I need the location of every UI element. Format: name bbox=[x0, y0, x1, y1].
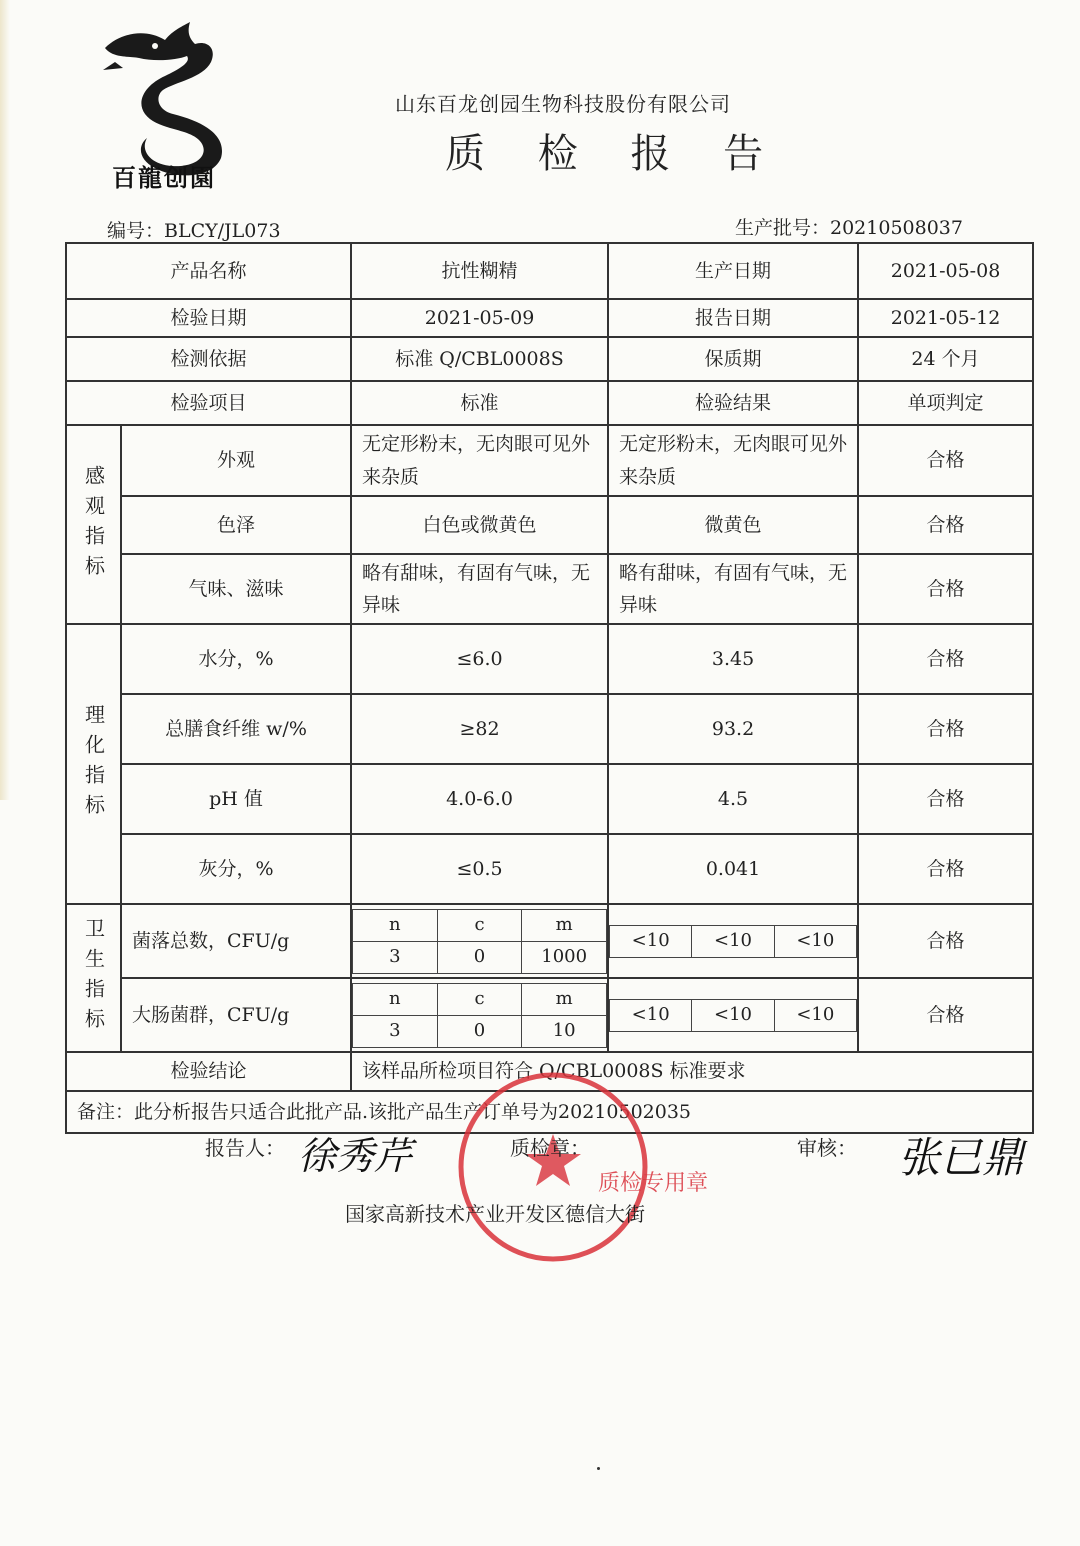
reviewer-signature: 张已鼎 bbox=[898, 1133, 1025, 1182]
result-cell: 无定形粉末，无肉眼可见外来杂质 bbox=[608, 425, 858, 496]
judgement-cell: 合格 bbox=[858, 978, 1033, 1052]
judgement-cell: 合格 bbox=[858, 554, 1033, 625]
plan-header-c: c bbox=[437, 910, 522, 942]
table-row bbox=[66, 904, 1033, 978]
plan-header-n: n bbox=[353, 984, 438, 1016]
standard-cell: 4.0-6.0 bbox=[351, 764, 608, 834]
col-result: 检验结果 bbox=[608, 381, 858, 425]
basis-value: 标准 Q/CBL0008S bbox=[351, 337, 608, 381]
item-cell: 灰分，% bbox=[121, 834, 351, 904]
report-date-value: 2021-05-12 bbox=[858, 299, 1033, 337]
reviewer-label: 审核： bbox=[797, 1136, 857, 1160]
result-2: <10 bbox=[692, 1000, 774, 1032]
group-hygiene-label: 卫生指标 bbox=[81, 918, 106, 1039]
table-row bbox=[66, 978, 1033, 1052]
inspect-date-value: 2021-05-09 bbox=[351, 299, 608, 337]
result-cell: 93.2 bbox=[608, 694, 858, 764]
standard-cell: 略有甜味，有固有气味，无异味 bbox=[351, 554, 608, 625]
standard-cell: ≤6.0 bbox=[351, 624, 608, 694]
conclusion-text: 该样品所检项目符合 Q/CBL0008S 标准要求 bbox=[351, 1052, 1033, 1090]
sampling-plan-cell bbox=[351, 978, 608, 1052]
plan-n: 3 bbox=[353, 941, 438, 973]
item-cell: 总膳食纤维 w/% bbox=[121, 694, 351, 764]
report-title: 质 检 报 告 bbox=[445, 131, 784, 177]
result-cell bbox=[608, 978, 858, 1052]
plan-header-c: c bbox=[437, 984, 522, 1016]
sampling-plan-table bbox=[352, 909, 607, 973]
plan-m: 1000 bbox=[522, 941, 607, 973]
item-cell: 大肠菌群，CFU/g bbox=[121, 978, 351, 1052]
company-name: 山东百龙创园生物科技股份有限公司 bbox=[395, 92, 731, 116]
table-row bbox=[66, 694, 1033, 764]
result-cell: 4.5 bbox=[608, 764, 858, 834]
seal-label: 质检章： bbox=[510, 1136, 590, 1160]
table-row bbox=[66, 496, 1033, 554]
item-cell: 水分，% bbox=[121, 624, 351, 694]
plan-header-n: n bbox=[353, 910, 438, 942]
item-cell: 色泽 bbox=[121, 496, 351, 554]
item-cell: 外观 bbox=[121, 425, 351, 496]
judgement-cell: 合格 bbox=[858, 834, 1033, 904]
group-physchem bbox=[66, 624, 121, 904]
judgement-cell: 合格 bbox=[858, 694, 1033, 764]
product-name-label: 产品名称 bbox=[66, 243, 351, 299]
prod-date-value: 2021-05-08 bbox=[858, 243, 1033, 299]
result-cell: 微黄色 bbox=[608, 496, 858, 554]
plan-header-m: m bbox=[522, 984, 607, 1016]
seal-text: 质检专用章 bbox=[598, 1171, 709, 1196]
item-cell: 气味、滋味 bbox=[121, 554, 351, 625]
sampling-plan-table bbox=[352, 983, 607, 1047]
result-1: <10 bbox=[610, 1000, 692, 1032]
info-row bbox=[66, 299, 1033, 337]
plan-header-m: m bbox=[522, 910, 607, 942]
conclusion-label: 检验结论 bbox=[66, 1052, 351, 1090]
table-row bbox=[66, 425, 1033, 496]
result-2: <10 bbox=[692, 926, 774, 958]
column-header-row bbox=[66, 381, 1033, 425]
info-row bbox=[66, 243, 1033, 299]
col-judgement: 单项判定 bbox=[858, 381, 1033, 425]
info-row bbox=[66, 337, 1033, 381]
table-row bbox=[66, 764, 1033, 834]
scan-speck bbox=[597, 1467, 600, 1470]
sampling-plan-cell bbox=[351, 904, 608, 978]
table-row bbox=[66, 624, 1033, 694]
reporter-signature: 徐秀芹 bbox=[298, 1134, 413, 1178]
result-3: <10 bbox=[774, 926, 856, 958]
logo-text: 百龍创園 bbox=[112, 164, 216, 192]
prod-date-label: 生产日期 bbox=[608, 243, 858, 299]
document-code: 编号：BLCY/JL073 bbox=[107, 220, 281, 242]
result-cell: 略有甜味，有固有气味，无异味 bbox=[608, 554, 858, 625]
result-subtable bbox=[609, 925, 857, 958]
table-row bbox=[66, 834, 1033, 904]
standard-cell: ≥82 bbox=[351, 694, 608, 764]
report-date-label: 报告日期 bbox=[608, 299, 858, 337]
shelf-life-label: 保质期 bbox=[608, 337, 858, 381]
result-cell: 0.041 bbox=[608, 834, 858, 904]
batch-number: 生产批号：20210508037 bbox=[735, 217, 963, 239]
group-physchem-label: 理化指标 bbox=[81, 704, 106, 825]
judgement-cell: 合格 bbox=[858, 764, 1033, 834]
standard-cell: 无定形粉末，无肉眼可见外来杂质 bbox=[351, 425, 608, 496]
inspect-date-label: 检验日期 bbox=[66, 299, 351, 337]
standard-cell: 白色或微黄色 bbox=[351, 496, 608, 554]
inspection-table bbox=[65, 242, 1034, 1134]
group-sensory bbox=[66, 425, 121, 624]
judgement-cell: 合格 bbox=[858, 904, 1033, 978]
plan-c: 0 bbox=[437, 941, 522, 973]
standard-cell: ≤0.5 bbox=[351, 834, 608, 904]
reporter-label: 报告人： bbox=[205, 1136, 285, 1160]
result-cell: 3.45 bbox=[608, 624, 858, 694]
result-subtable bbox=[609, 999, 857, 1032]
judgement-cell: 合格 bbox=[858, 624, 1033, 694]
col-standard: 标准 bbox=[351, 381, 608, 425]
scan-edge-shadow bbox=[0, 0, 10, 800]
company-address: 国家高新技术产业开发区德信大街 bbox=[345, 1202, 645, 1226]
item-cell: pH 值 bbox=[121, 764, 351, 834]
group-hygiene bbox=[66, 904, 121, 1052]
plan-m: 10 bbox=[522, 1015, 607, 1047]
table-row bbox=[66, 554, 1033, 625]
judgement-cell: 合格 bbox=[858, 425, 1033, 496]
result-3: <10 bbox=[774, 1000, 856, 1032]
plan-c: 0 bbox=[437, 1015, 522, 1047]
group-sensory-label: 感观指标 bbox=[81, 464, 106, 585]
plan-n: 3 bbox=[353, 1015, 438, 1047]
basis-label: 检测依据 bbox=[66, 337, 351, 381]
item-cell: 菌落总数，CFU/g bbox=[121, 904, 351, 978]
result-1: <10 bbox=[610, 926, 692, 958]
product-name-value: 抗性糊精 bbox=[351, 243, 608, 299]
col-item: 检验项目 bbox=[66, 381, 351, 425]
judgement-cell: 合格 bbox=[858, 496, 1033, 554]
result-cell bbox=[608, 904, 858, 978]
shelf-life-value: 24 个月 bbox=[858, 337, 1033, 381]
remark-text: 备注：此分析报告只适合此批产品.该批产品生产订单号为20210502035 bbox=[66, 1091, 1033, 1133]
